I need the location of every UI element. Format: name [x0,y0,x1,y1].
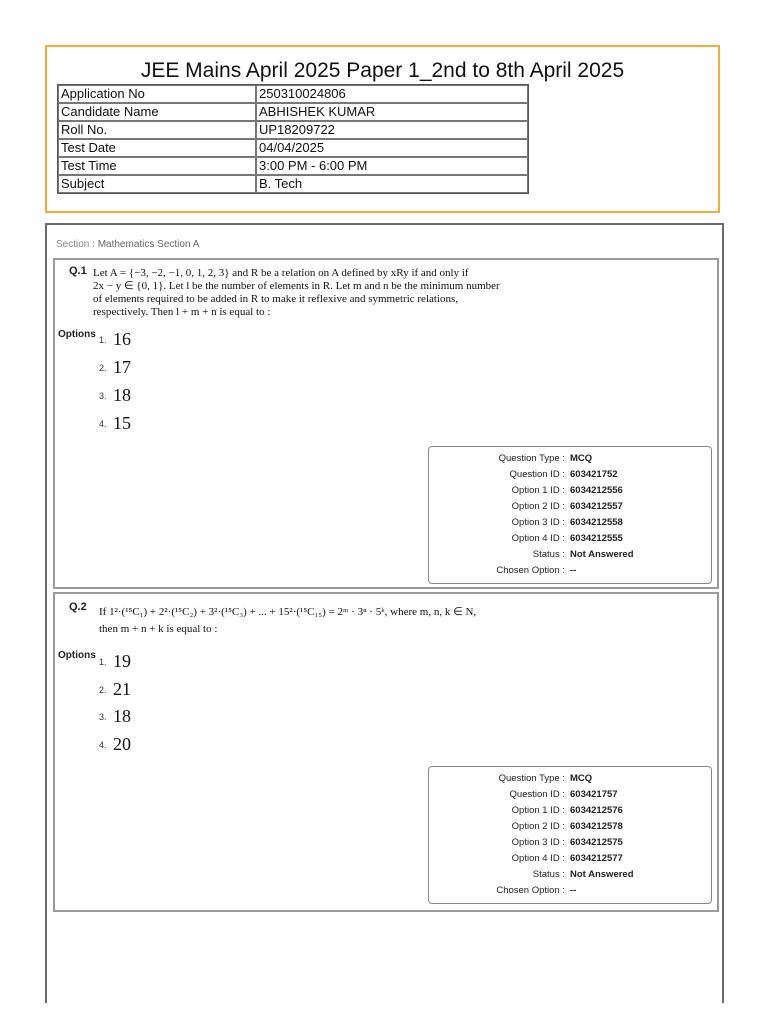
table-row [58,121,528,139]
option-number: 3. [99,712,107,722]
option4-id-value: 6034212577 [570,853,623,864]
chosen-option-value: -- [570,885,577,896]
roll-no-label: Roll No. [58,121,256,139]
question-text-line: respectively. Then l + m + n is equal to : [93,306,271,318]
option-number: 4. [99,740,107,750]
question-text-line: If 1²·(¹⁵C₁) + 2²·(¹⁵C₂) + 3²·(¹⁵C₃) + ... + 15²·(¹⁵C₁₅) = 2ᵐ · 3ⁿ · 5ᵏ, where m, n, k ∈ N, [99,606,477,618]
question-id-label: Question ID : [509,789,565,800]
candidate-name-value: ABHISHEK KUMAR [256,103,528,121]
application-no-value: 250310024806 [256,85,528,103]
option3-id-label: Option 3 ID : [511,517,565,528]
option2-id-label: Option 2 ID : [511,501,565,512]
subject-value: B. Tech [256,175,528,193]
option4-id-label: Option 4 ID : [511,533,565,544]
test-time-value: 3:00 PM - 6:00 PM [256,157,528,175]
chosen-option-label: Chosen Option : [496,565,565,576]
question-id-value: 603421752 [570,469,618,480]
option-number: 4. [99,419,107,429]
chosen-option-label: Chosen Option : [496,885,565,896]
options-label: Options [58,329,96,340]
option-value: 18 [113,706,131,726]
option-value: 20 [113,734,131,754]
candidate-header-card [45,45,720,213]
candidate-info-table [57,84,529,194]
options-label: Options [58,650,96,661]
option-number: 1. [99,657,107,667]
option1-id-label: Option 1 ID : [511,485,565,496]
test-date-value: 04/04/2025 [256,139,528,157]
question-text-line: then m + n + k is equal to : [99,623,218,635]
candidate-name-label: Candidate Name [58,103,256,121]
option1-id-value: 6034212556 [570,485,623,496]
question-meta-box [428,766,712,904]
application-no-label: Application No [58,85,256,103]
status-value: Not Answered [570,549,634,560]
question-card-1 [53,258,719,589]
roll-no-value: UP18209722 [256,121,528,139]
option-number: 2. [99,363,107,373]
question-text-line: 2x − y ∈ {0, 1}. Let l be the number of elements in R. Let m and n be the minimum number [93,280,500,292]
table-row [58,157,528,175]
option-value: 19 [113,651,131,671]
section-prefix: Section : [56,239,95,250]
question-type-label: Question Type : [498,453,565,464]
option-value: 21 [113,679,131,699]
question-number: Q.2 [69,601,87,613]
question-id-label: Question ID : [509,469,565,480]
question-meta-box [428,446,712,584]
option-number: 2. [99,685,107,695]
status-label: Status : [532,549,565,560]
question-number: Q.1 [69,265,87,277]
table-row [58,85,528,103]
status-label: Status : [532,869,565,880]
option4-id-label: Option 4 ID : [511,853,565,864]
option2-id-value: 6034212578 [570,821,623,832]
page-title: JEE Mains April 2025 Paper 1_2nd to 8th April 2025 [140,59,625,82]
question-card-2 [53,592,719,912]
option3-id-value: 6034212575 [570,837,623,848]
section-name: Mathematics Section A [97,239,200,250]
question-type-value: MCQ [570,453,593,464]
option-number: 3. [99,391,107,401]
section-label [56,239,199,250]
option-number: 1. [99,335,107,345]
section-panel [45,223,724,1003]
option-value: 18 [113,385,131,405]
option4-id-value: 6034212555 [570,533,623,544]
option-value: 15 [113,413,131,433]
option3-id-value: 6034212558 [570,517,623,528]
test-time-label: Test Time [58,157,256,175]
table-row [58,103,528,121]
option2-id-value: 6034212557 [570,501,623,512]
test-date-label: Test Date [58,139,256,157]
chosen-option-value: -- [570,565,577,576]
question-type-label: Question Type : [498,773,565,784]
table-row [58,139,528,157]
option2-id-label: Option 2 ID : [511,821,565,832]
option-value: 16 [113,329,131,349]
question-id-value: 603421757 [570,789,618,800]
question-text-line: of elements required to be added in R to make it reflexive and symmetric relations, [93,293,459,305]
option-value: 17 [113,357,131,377]
table-row [58,175,528,193]
subject-label: Subject [58,175,256,193]
question-type-value: MCQ [570,773,593,784]
option3-id-label: Option 3 ID : [511,837,565,848]
option1-id-value: 6034212576 [570,805,623,816]
question-text [99,606,476,636]
question-text-line: Let A = {−3, −2, −1, 0, 1, 2, 3} and R be a relation on A defined by xRy if and only if [93,267,469,279]
option1-id-label: Option 1 ID : [511,805,565,816]
status-value: Not Answered [570,869,634,880]
question-text [93,267,500,319]
